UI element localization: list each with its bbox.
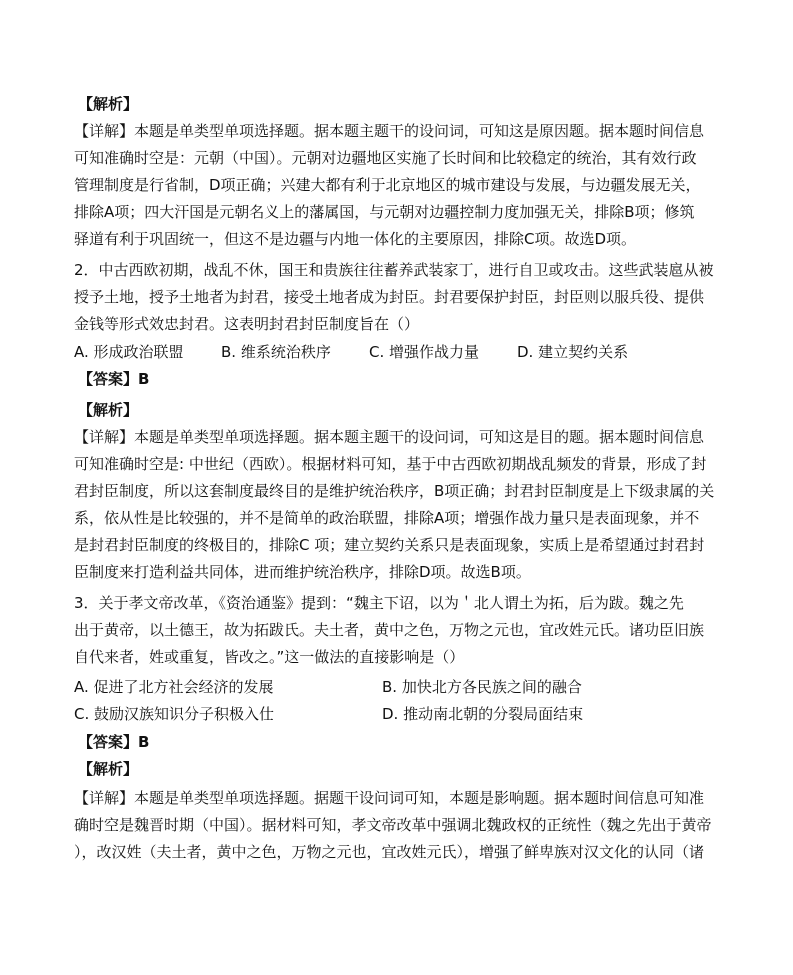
q2-stem-line: 2．中古西欧初期，战乱不休，国王和贵族往往蓄养武装家丁，进行自卫或攻击。这些武装扈从被	[74, 261, 714, 279]
q1-detail-line: 排除A项；四大汗国是元朝名义上的藩属国，与元朝对边疆控制力度加强无关，排除B项；修筑	[74, 203, 695, 221]
q3-stem-line: 自代来者，姓或重复，皆改之。”这一做法的直接影响是（）	[74, 648, 465, 666]
q3-answer: 【答案】B	[78, 733, 150, 751]
q3-option-c: C. 鼓励汉族知识分子积极入仕	[74, 705, 275, 723]
q3-stem-line: 出于黄帝，以土德王，故为拓跋氏。夫土者，黄中之色，万物之元也，宜改姓元氏。诸功臣旧族	[74, 621, 705, 639]
q3-detail-line: ），改汉姓（夫土者，黄中之色，万物之元也，宜改姓元氏），增强了鲜卑族对汉文化的认同（诸	[74, 843, 705, 861]
q2-option-b: B. 维系统治秩序	[221, 343, 331, 361]
q2-analysis-label: 【解析】	[78, 401, 139, 419]
q2-stem-line: 金钱等形式效忠封君。这表明封君封臣制度旨在（）	[74, 315, 420, 333]
q3-analysis-label: 【解析】	[78, 760, 139, 778]
q1-detail-line: 驿道有利于巩固统一，但这不是边疆与内地一体化的主要原因，排除C项。故选D项。	[74, 230, 637, 248]
q2-detail-line: 君封臣制度，所以这套制度最终目的是维护统治秩序，B项正确；封君封臣制度是上下级隶属的关	[74, 482, 715, 500]
q2-option-d: D. 建立契约关系	[517, 343, 629, 361]
q3-detail-line: 【详解】本题是单类型单项选择题。据题干设问词可知，本题是影响题。据本题时间信息可知准	[74, 789, 705, 807]
q2-detail-line: 臣制度来打造利益共同体，进而维护统治秩序，排除D项。故选B项。	[74, 563, 531, 581]
q1-analysis-label: 【解析】	[78, 95, 139, 113]
q2-option-c: C. 增强作战力量	[369, 343, 480, 361]
q1-detail-line: 【详解】本题是单类型单项选择题。据本题主题干的设问词，可知这是原因题。据本题时间信息	[74, 122, 705, 140]
q2-option-a: A. 形成政治联盟	[74, 343, 184, 361]
q3-option-a: A. 促进了北方社会经济的发展	[74, 678, 274, 696]
q3-option-d: D. 推动南北朝的分裂局面结束	[382, 705, 584, 723]
q2-detail-line: 可知准确时空是: 中世纪（西欧）。根据材料可知，基于中古西欧初期战乱频发的背景，形成了封	[74, 455, 707, 473]
q2-detail-line: 是封君封臣制度的终极目的，排除C 项；建立契约关系只是表面现象，实质上是希望通过封君封	[74, 536, 705, 554]
q1-detail-line: 可知准确时空是：元朝（中国）。元朝对边疆地区实施了长时间和比较稳定的统治，其有效行政	[74, 149, 697, 167]
q3-option-b: B. 加快北方各民族之间的融合	[382, 678, 582, 696]
q2-answer: 【答案】B	[78, 370, 150, 388]
q2-detail-line: 系，依从性是比较强的，并不是简单的政治联盟，排除A项；增强作战力量只是表面现象，并不	[74, 509, 700, 527]
q1-detail-line: 管理制度是行省制，D项正确；兴建大都有利于北京地区的城市建设与发展，与边疆发展无关，	[74, 176, 701, 194]
q2-stem-line: 授予土地，授予土地者为封君，接受土地者成为封臣。封君要保护封臣，封臣则以服兵役、提供	[74, 288, 705, 306]
q3-detail-line: 确时空是魏晋时期（中国）。据材料可知，孝文帝改革中强调北魏政权的正统性（魏之先出于黄帝	[74, 816, 712, 834]
q3-stem-line: 3．关于孝文帝改革，《资治通鉴》提到：“魏主下诏，以为＇北人谓土为拓，后为跋。魏之先	[74, 594, 684, 612]
q2-detail-line: 【详解】本题是单类型单项选择题。据本题主题干的设问词，可知这是目的题。据本题时间信息	[74, 428, 705, 446]
